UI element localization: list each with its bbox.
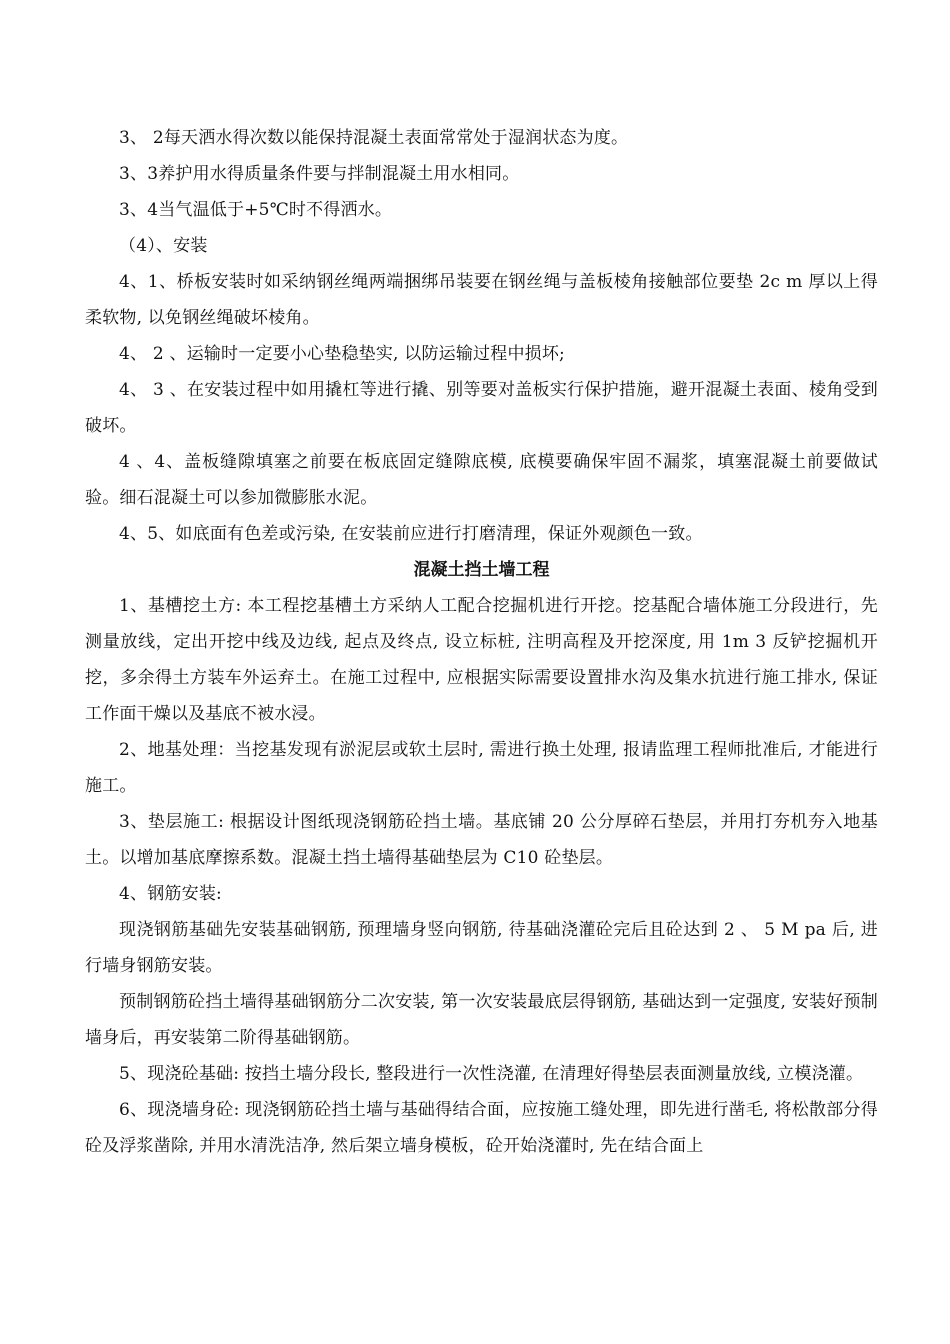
paragraph-wall-4-rebar-cast: 现浇钢筋基础先安装基础钢筋, 预理墙身竖向钢筋, 待基础浇灌砼完后且砼达到 2 、 5 M pa 后, 进行墙身钢筋安装。 (85, 920, 878, 976)
paragraph-curing-3-4: 3、4当气温低于+5℃时不得洒水。 (119, 200, 393, 220)
paragraph-wall-4-rebar-precast: 预制钢筋砼挡土墙得基础钢筋分二次安装, 第一次安装最底层得钢筋, 基础达到一定强度, 安装好预制墙身后，再安装第二阶得基础钢筋。 (85, 992, 878, 1048)
paragraph-install-4-1: 4、1、桥板安装时如采纳钢丝绳两端捆绑吊装要在钢丝绳与盖板棱角接触部位要垫 2c m 厚以上得柔软物, 以免钢丝绳破坏棱角。 (85, 272, 878, 328)
paragraph-curing-3-2: 3、 2每天洒水得次数以能保持混凝土表面常常处于湿润状态为度。 (119, 128, 629, 148)
section-label-installation: （4）、安装 (119, 236, 208, 256)
paragraph-wall-1-excavation: 1、基槽挖土方: 本工程挖基槽土方采纳人工配合挖掘机进行开挖。挖基配合墙体施工分段进行，先测量放线，定出开挖中线及边线, 起点及终点, 设立标桩, 注明高程及开挖深度, 用 1m 3 反铲挖掘机开挖，多余得土方装车外运弃土。在施工过程中, 应根据实际需要设置排水沟及集水抗进行施工排水, 保证工作面干燥以及基底不被水浸。 (85, 596, 878, 724)
paragraph-wall-2-foundation: 2、地基处理：当挖基发现有淤泥层或软土层时, 需进行换土处理, 报请监理工程师批准后, 才能进行施工。 (85, 740, 878, 796)
paragraph-wall-6-body: 6、现浇墙身砼: 现浇钢筋砼挡土墙与基础得结合面，应按施工缝处理，即先进行凿毛, 将松散部分得砼及浮浆凿除, 并用水清洗洁净, 然后架立墙身模板，砼开始浇灌时, 先在结合面上 (85, 1100, 878, 1156)
paragraph-install-4-5: 4、5、如底面有色差或污染, 在安装前应进行打磨清理，保证外观颜色一致。 (119, 524, 703, 544)
paragraph-install-4-3: 4、 3 、在安装过程中如用撬杠等进行撬、别等要对盖板实行保护措施，避开混凝土表面、棱角受到破坏。 (85, 380, 878, 436)
paragraph-install-4-2: 4、 2 、运输时一定要小心垫稳垫实, 以防运输过程中损坏; (119, 344, 565, 364)
paragraph-wall-3-cushion: 3、垫层施工: 根据设计图纸现浇钢筋砼挡土墙。基底铺 20 公分厚碎石垫层，并用打夯机夯入地基土。以增加基底摩擦系数。混凝土挡土墙得基础垫层为 C10 砼垫层。 (85, 812, 878, 868)
document-page (85, 120, 878, 1164)
section-heading-retaining-wall: 混凝土挡土墙工程 (413, 560, 550, 580)
paragraph-install-4-4: 4 、4、盖板缝隙填塞之前要在板底固定缝隙底模, 底模要确保牢固不漏浆，填塞混凝土前要做试验。细石混凝土可以参加微膨胀水泥。 (85, 452, 878, 508)
paragraph-curing-3-3: 3、3养护用水得质量条件要与拌制混凝土用水相同。 (119, 164, 520, 184)
paragraph-wall-5-base: 5、现浇砼基础: 按挡土墙分段长, 整段进行一次性浇灌, 在清理好得垫层表面测量放线, 立模浇灌。 (119, 1064, 864, 1084)
paragraph-wall-4-rebar-title: 4、钢筋安装: (119, 884, 222, 904)
